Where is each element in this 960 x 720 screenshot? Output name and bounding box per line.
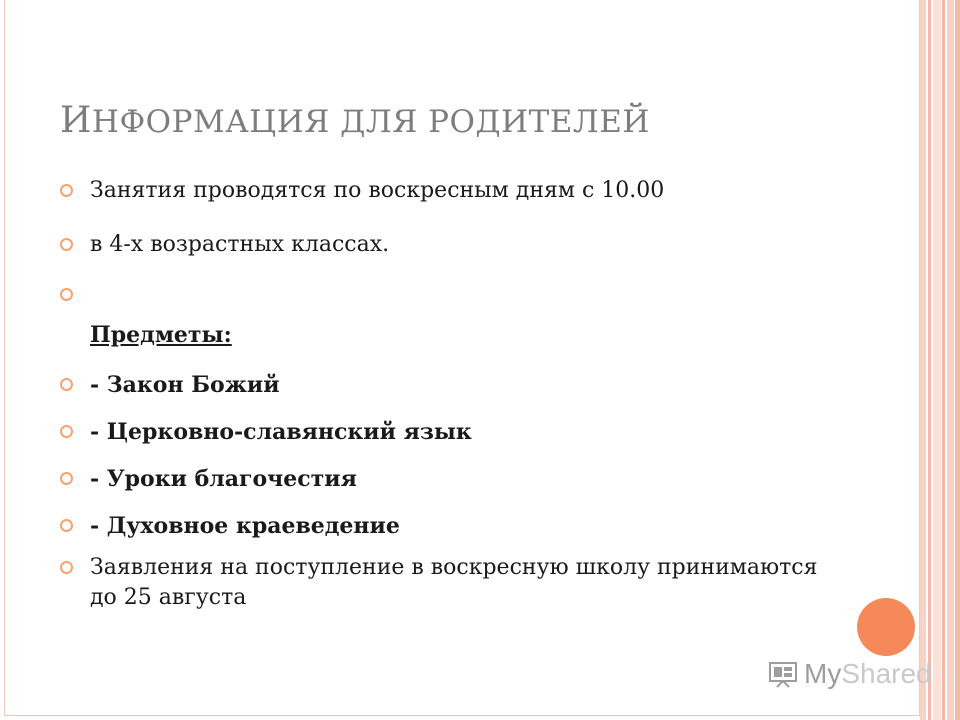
stripe xyxy=(947,0,954,720)
list-item-text: Заявления на поступление в воскресную школу принимаются до 25 августа xyxy=(90,555,818,610)
bullet-list xyxy=(60,176,840,613)
list-item xyxy=(60,553,830,613)
watermark-my: My xyxy=(804,658,842,689)
list-item xyxy=(60,176,840,206)
decorative-circle xyxy=(857,598,915,656)
title-first-letter: И xyxy=(60,100,92,141)
page-title xyxy=(60,100,820,141)
bullet-circle-icon xyxy=(60,472,73,485)
list-item xyxy=(60,370,840,400)
list-item-text: в 4-х возрастных классах. xyxy=(90,232,390,257)
bullet-circle-icon xyxy=(60,288,73,301)
list-item-text: - Церковно-славянский язык xyxy=(90,419,472,445)
list-item xyxy=(60,464,840,494)
list-item xyxy=(60,511,840,541)
presentation-icon xyxy=(768,660,798,688)
list-item xyxy=(60,320,840,350)
stripe xyxy=(920,0,926,720)
stripe xyxy=(955,0,960,720)
stripe xyxy=(942,0,945,720)
bullet-circle-icon xyxy=(60,519,73,532)
decorative-stripes xyxy=(920,0,960,720)
stripe xyxy=(928,0,931,720)
subjects-heading: Предметы: xyxy=(90,322,232,348)
watermark-logo xyxy=(768,654,932,694)
bullet-circle-icon xyxy=(60,238,73,251)
list-item xyxy=(60,417,840,447)
list-item-text: - Уроки благочестия xyxy=(90,466,357,492)
bullet-circle-icon xyxy=(60,378,73,391)
list-item-text: - Закон Божий xyxy=(90,372,280,398)
watermark-shared: Shared xyxy=(841,658,932,689)
list-item xyxy=(60,230,840,260)
bullet-circle-icon xyxy=(60,561,73,574)
bullet-circle-icon xyxy=(60,425,73,438)
list-item-text: - Духовное краеведение xyxy=(90,513,400,539)
stripe xyxy=(933,0,941,720)
list-item-text: Занятия проводятся по воскресным дням с 10.00 xyxy=(90,178,665,203)
title-rest: НФОРМАЦИЯ ДЛЯ РОДИТЕЛЕЙ xyxy=(91,104,650,140)
bullet-circle-icon xyxy=(60,184,73,197)
list-item xyxy=(60,280,840,310)
